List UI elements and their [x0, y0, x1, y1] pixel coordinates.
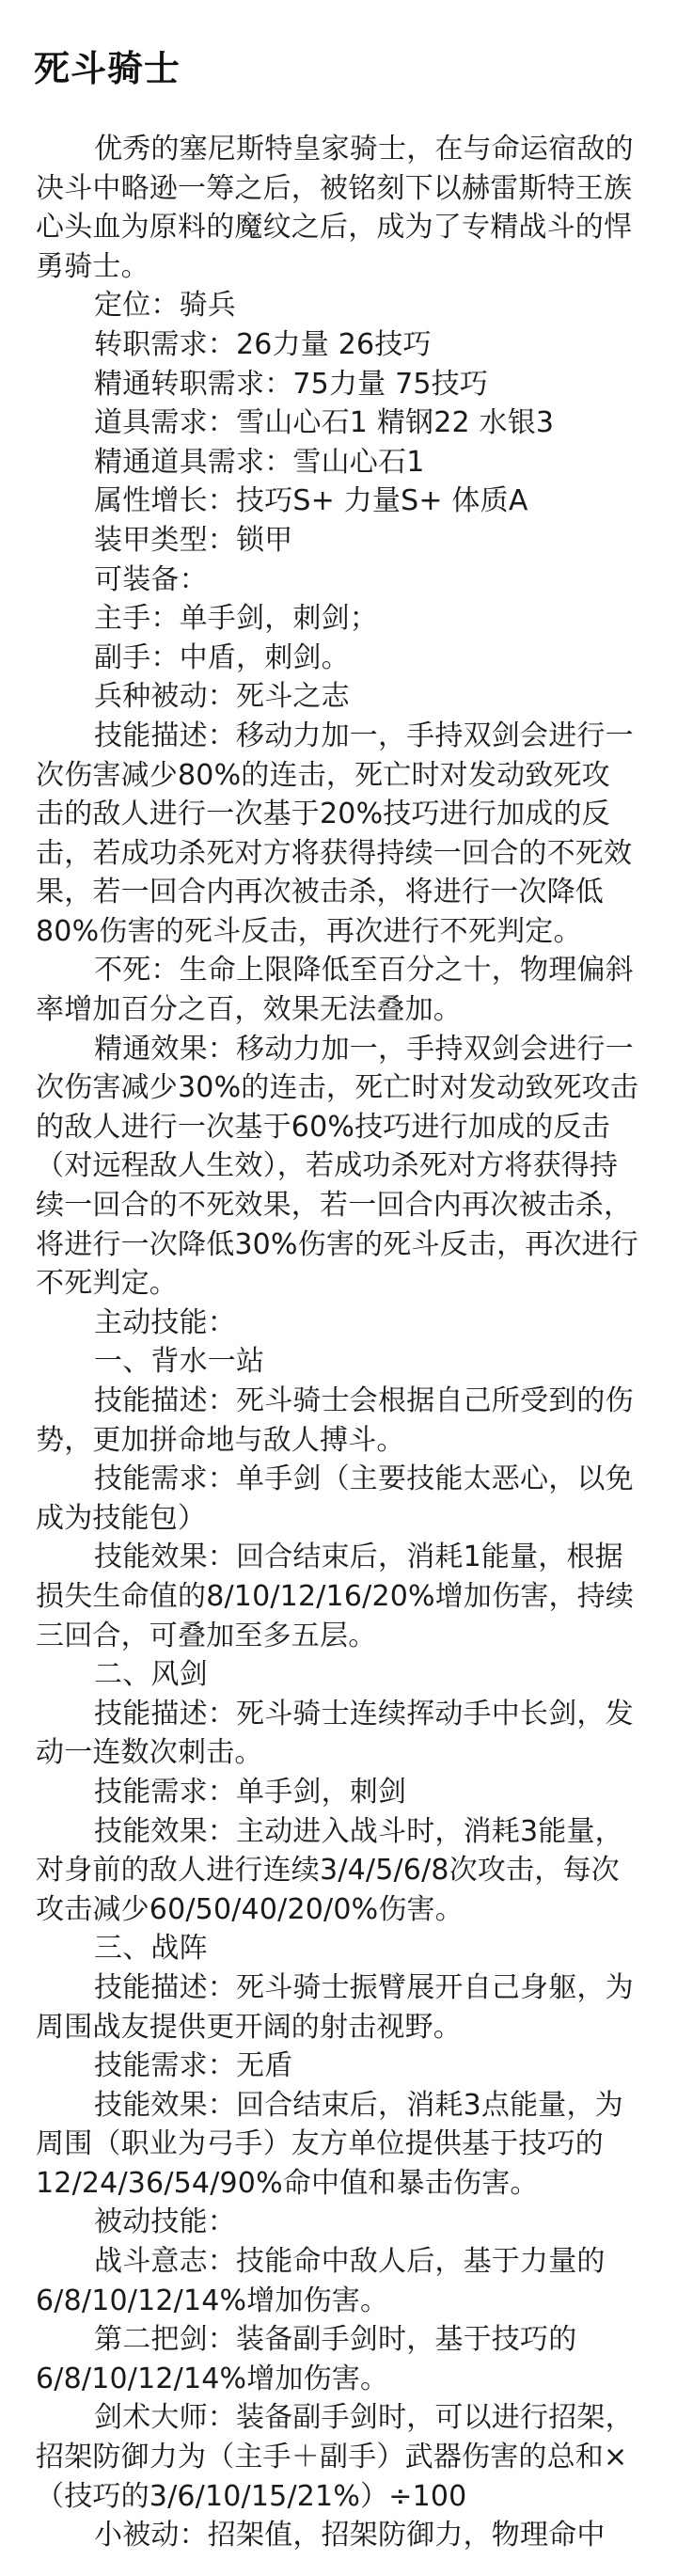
- text-line: 6/8/10/12/14%增加伤害。: [36, 2362, 389, 2395]
- text-line: 损失生命值的8/10/12/16/20%增加伤害，持续: [36, 1579, 635, 1613]
- text-line: 技能描述：死斗骑士会根据自己所受到的伤: [94, 1384, 634, 1417]
- text-line: 不死判定。: [36, 1267, 178, 1301]
- text-line: 副手：中盾，刺剑。: [94, 640, 350, 674]
- text-line: 被动技能：: [94, 2205, 236, 2239]
- text-line: 技能需求：单手剑，刺剑: [94, 1775, 407, 1809]
- text-line: 决斗中略逊一筹之后，被铭刻下以赫雷斯特王族: [36, 171, 633, 205]
- text-line: （对远程敌人生效），若成功杀死对方将获得持: [36, 1149, 619, 1183]
- text-line: 定位：骑兵: [94, 289, 236, 323]
- text-line: 转职需求：26力量 26技巧: [94, 327, 432, 361]
- text-line: （技巧的3/6/10/15/21%）÷100: [36, 2479, 467, 2513]
- text-line: 剑术大师：装备副手剑时，可以进行招架，: [94, 2401, 634, 2435]
- text-line: 次伤害减少30%的连击，死亡时对发动致死攻击: [36, 1071, 639, 1105]
- text-line: 击的敌人进行一次基于20%技巧进行加成的反: [36, 798, 610, 831]
- text-line: 攻击减少60/50/40/20/0%伤害。: [36, 1892, 464, 1926]
- text-line: 属性增长：技巧S+ 力量S+ 体质A: [94, 484, 528, 518]
- text-line: 周围（职业为弓手）友方单位提供基于技巧的: [36, 2127, 604, 2161]
- text-line: 主手：单手剑，刺剑；: [94, 602, 378, 636]
- text-line: 技能描述：死斗骑士振臂展开自己身躯，为: [94, 1970, 634, 2004]
- text-line: 主动技能：: [94, 1305, 236, 1339]
- text-line: 心头血为原料的魔纹之后，成为了专精战斗的悍: [36, 211, 633, 245]
- text-line: 精通效果：移动力加一，手持双剑会进行一: [94, 1032, 634, 1066]
- text-line: 续一回合的不死效果，若一回合内再次被击杀，: [36, 1189, 633, 1223]
- text-line: 率增加百分之百，效果无法叠加。: [36, 993, 462, 1027]
- text-line: 技能需求：单手剑（主要技能太恶心，以免: [94, 1462, 634, 1496]
- text-line: 一、背水一站: [94, 1345, 265, 1379]
- text-line: 不死：生命上限降低至百分之十，物理偏斜: [94, 954, 634, 988]
- text-line: 技能需求：无盾: [94, 2049, 293, 2083]
- text-line: 小被动：招架值，招架防御力，物理命中: [94, 2519, 606, 2552]
- text-line: 精通转职需求：75力量 75技巧: [94, 367, 489, 401]
- text-line: 优秀的塞尼斯特皇家骑士，在与命运宿敌的: [94, 133, 634, 166]
- text-line: 兵种被动：死斗之志: [94, 680, 350, 714]
- text-line: 6/8/10/12/14%增加伤害。: [36, 2284, 389, 2317]
- text-line: 第二把剑：装备副手剑时，基于技巧的: [94, 2323, 577, 2357]
- text-line: 势，更加拼命地与敌人搏斗。: [36, 1423, 405, 1457]
- text-line: 技能效果：回合结束后，消耗3点能量，为: [94, 2088, 623, 2122]
- text-line: 次伤害减少80%的连击，死亡时对发动致死攻: [36, 758, 610, 792]
- text-line: 精通道具需求：雪山心石1: [94, 445, 425, 479]
- text-line: 战斗意志：技能命中敌人后，基于力量的: [94, 2245, 606, 2279]
- text-line: 技能效果：回合结束后，消耗1能量，根据: [94, 1541, 623, 1574]
- article-title: 死斗骑士: [34, 48, 181, 89]
- text-line: 周围战友提供更开阔的射击视野。: [36, 2010, 462, 2044]
- text-line: 将进行一次降低30%伤害的死斗反击，再次进行: [36, 1227, 639, 1261]
- text-line: 成为技能包）: [36, 1501, 207, 1535]
- text-line: 二、风剑: [94, 1658, 208, 1692]
- text-line: 装甲类型：锁甲: [94, 523, 293, 557]
- text-line: 对身前的敌人进行连续3/4/5/6/8次攻击，每次: [36, 1854, 620, 1888]
- text-line: 可装备：: [94, 562, 208, 596]
- text-line: 技能描述：死斗骑士连续挥动手中长剑，发: [94, 1697, 634, 1731]
- text-line: 技能效果：主动进入战斗时，消耗3能量，: [94, 1814, 623, 1848]
- text-line: 动一连数次刺击。: [36, 1736, 263, 1770]
- text-line: 道具需求：雪山心石1 精钢22 水银3: [94, 406, 555, 440]
- text-line: 勇骑士。: [36, 249, 150, 283]
- text-line: 三回合，可叠加至多五层。: [36, 1619, 377, 1652]
- text-line: 招架防御力为（主手＋副手）武器伤害的总和×: [36, 2441, 628, 2474]
- text-line: 80%伤害的死斗反击，再次进行不死判定。: [36, 914, 582, 948]
- article-body: [36, 130, 652, 2555]
- text-line: 三、战阵: [94, 1932, 208, 1966]
- text-line: 击，若成功杀死对方将获得持续一回合的不死效: [36, 836, 633, 870]
- text-line: 技能描述：移动力加一，手持双剑会进行一: [94, 719, 634, 752]
- text-line: 的敌人进行一次基于60%技巧进行加成的反击: [36, 1110, 610, 1144]
- text-line: 果，若一回合内再次被击杀，将进行一次降低: [36, 876, 604, 909]
- text-line: 12/24/36/54/90%命中值和暴击伤害。: [36, 2166, 539, 2200]
